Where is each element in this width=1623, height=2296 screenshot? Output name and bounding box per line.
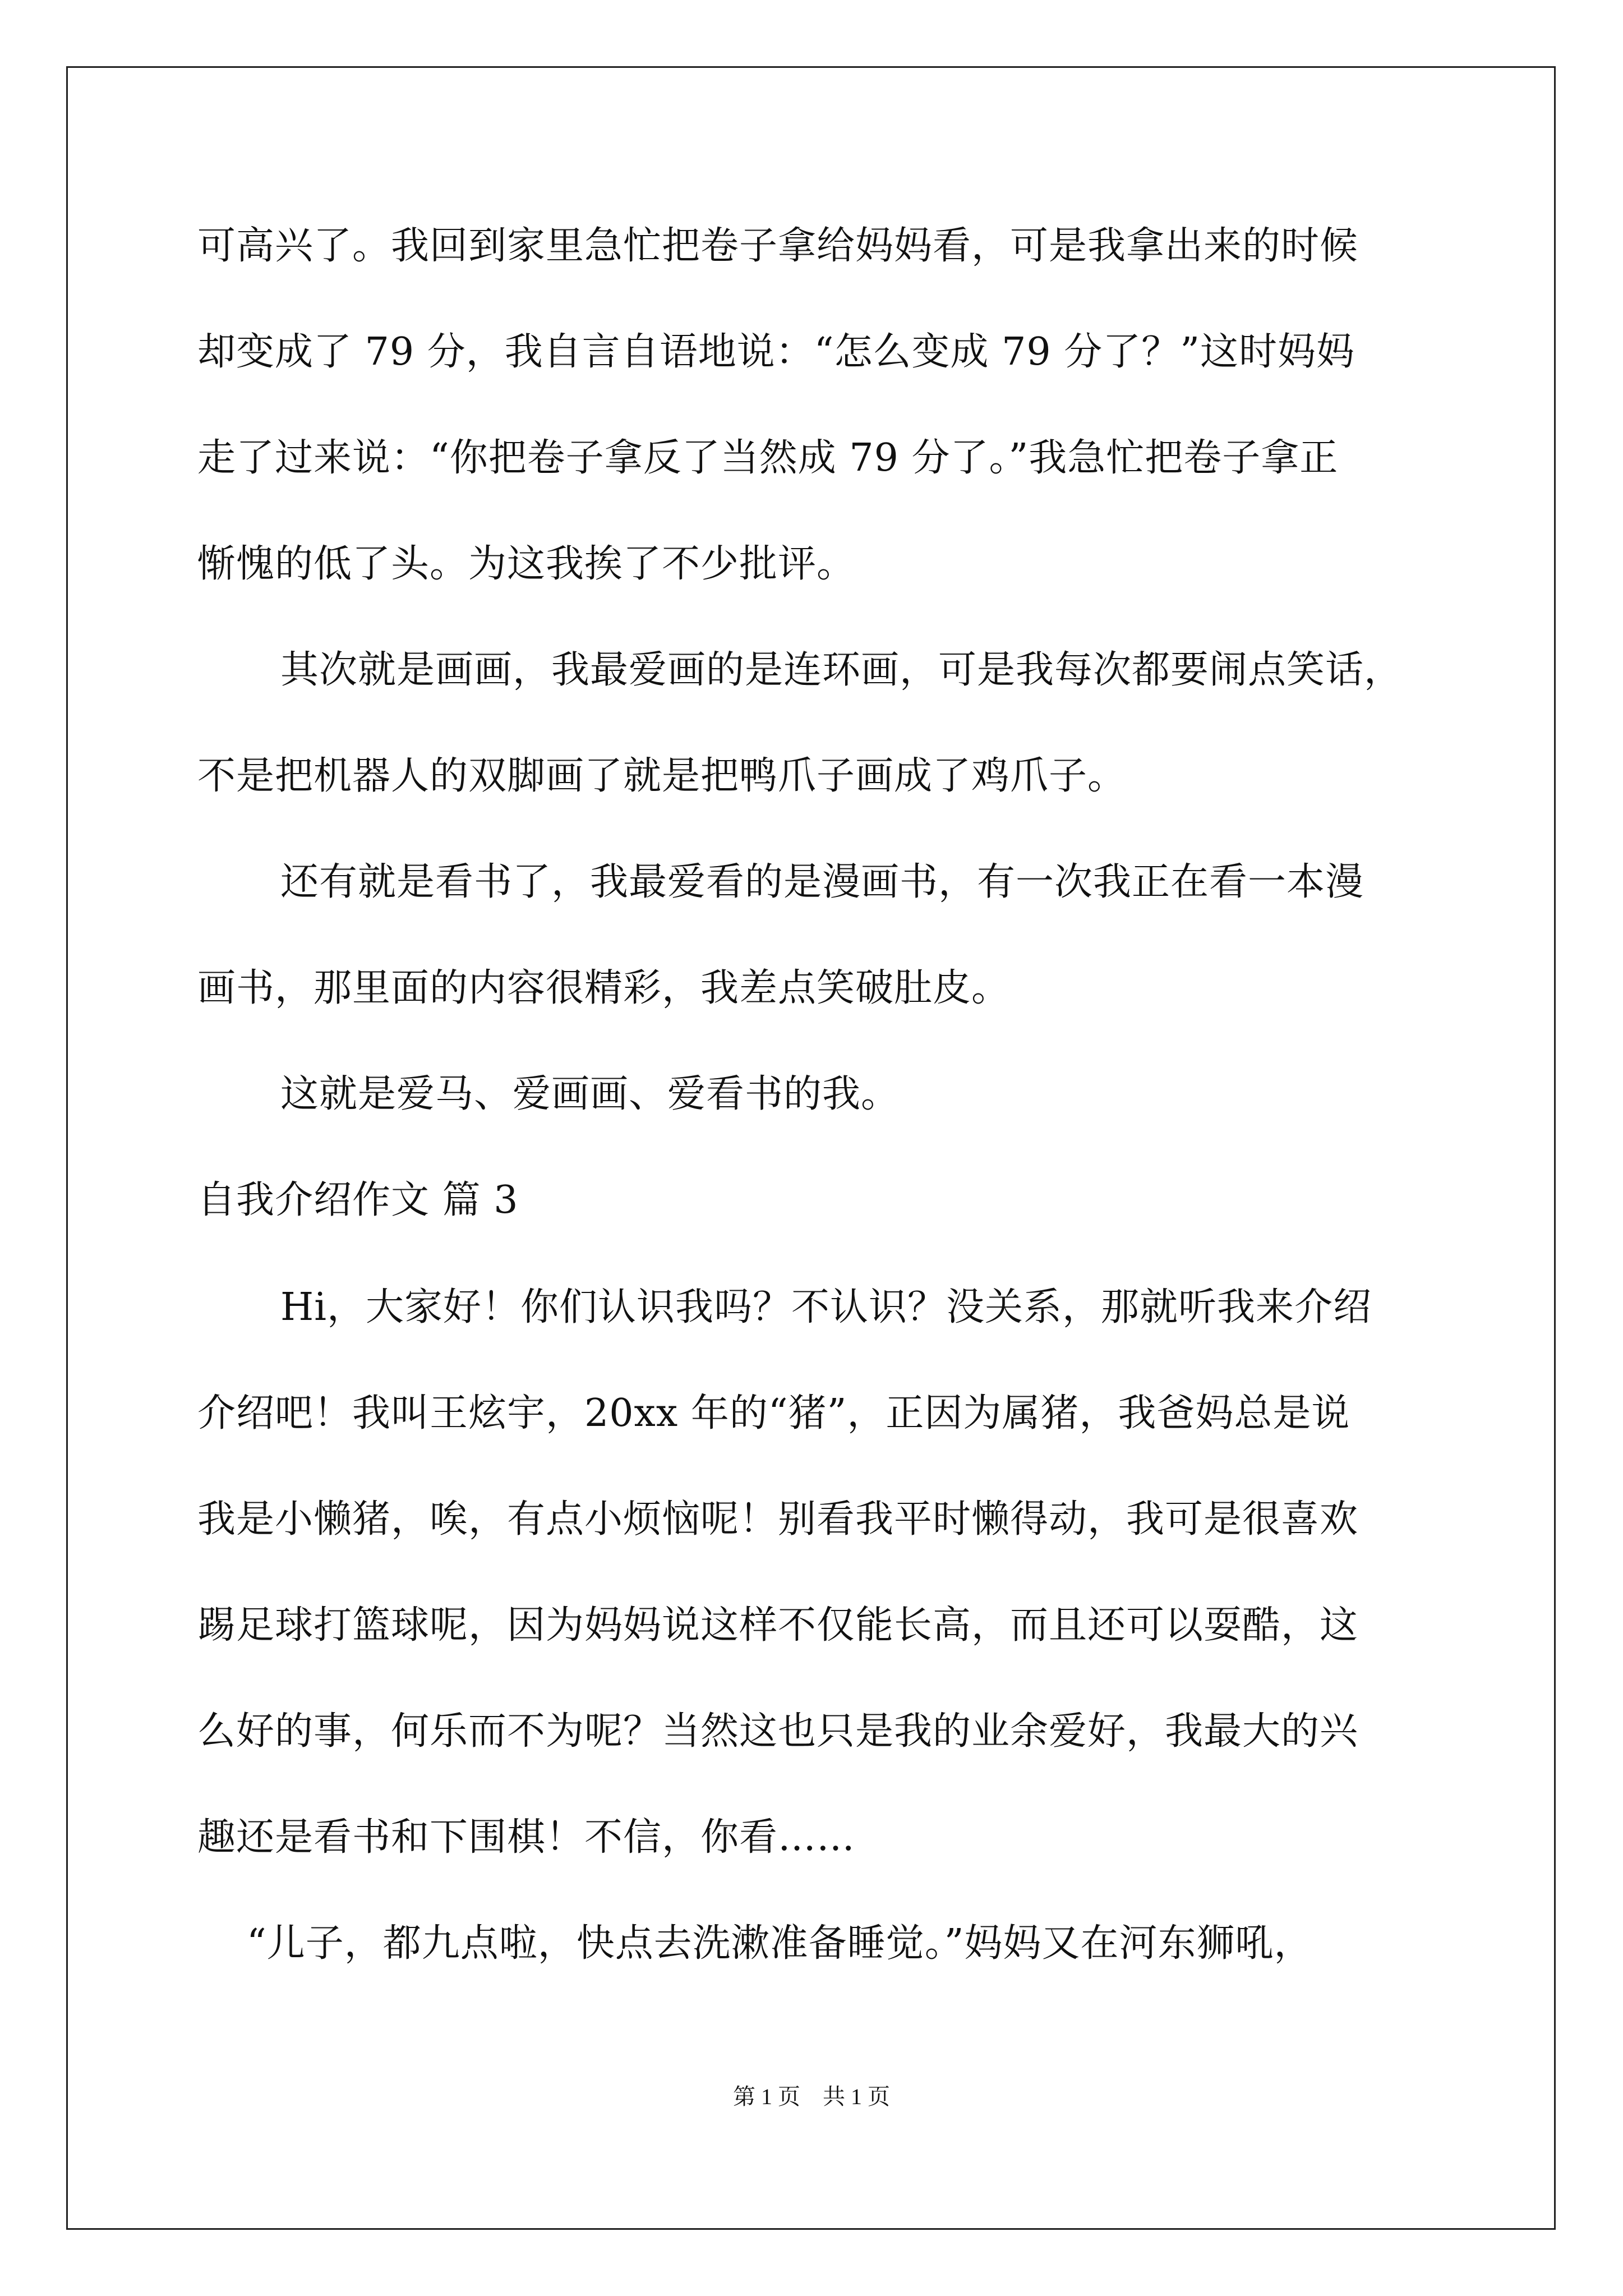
- paragraph-line: “儿子，都九点啦，快点去洗漱准备睡觉。”妈妈又在河东狮吼，: [247, 1921, 1313, 1966]
- paragraph-line: 却变成了 79 分，我自言自语地说：“怎么变成 79 分了？”这时妈妈: [197, 330, 1355, 374]
- paragraph-line: 么好的事，何乐而不为呢？当然这也只是我的业余爱好，我最大的兴: [197, 1709, 1359, 1754]
- paragraph-line: 可高兴了。我回到家里急忙把卷子拿给妈妈看，可是我拿出来的时候: [197, 224, 1359, 268]
- paragraph-line: 走了过来说：“你把卷子拿反了当然成 79 分了。”我急忙把卷子拿正: [197, 436, 1339, 480]
- paragraph-line: 趣还是看书和下围棋！不信，你看……: [197, 1815, 856, 1860]
- paragraph-line: 还有就是看书了，我最爱看的是漫画书，有一次我正在看一本漫: [280, 860, 1364, 904]
- paragraph-line: Hi，大家好！你们认识我吗？不认识？没关系，那就听我来介绍: [280, 1285, 1372, 1329]
- paragraph-line: 这就是爱马、爱画画、爱看书的我。: [280, 1072, 900, 1116]
- paragraph-line: 惭愧的低了头。为这我挨了不少批评。: [197, 542, 856, 586]
- page-footer: [0, 2086, 1623, 2108]
- paragraph-line: 踢足球打篮球呢，因为妈妈说这样不仅能长高，而且还可以耍酷，这: [197, 1603, 1359, 1648]
- paragraph-line: 画书，那里面的内容很精彩，我差点笑破肚皮。: [197, 966, 1011, 1010]
- paragraph-line: 介绍吧！我叫王炫宇，20xx 年的“猪”，正因为属猪，我爸妈总是说: [197, 1391, 1350, 1435]
- paragraph-line: 我是小懒猪，唉，有点小烦恼呢！别看我平时懒得动，我可是很喜欢: [197, 1497, 1359, 1542]
- page-border: [66, 66, 1556, 2230]
- page-number: 第 1 页: [733, 2084, 800, 2109]
- paragraph-line: 其次就是画画，我最爱画的是连环画，可是我每次都要闹点笑话，: [280, 648, 1403, 692]
- total-pages: 共 1 页: [823, 2084, 890, 2109]
- paragraph-line: 不是把机器人的双脚画了就是把鸭爪子画成了鸡爪子。: [197, 754, 1127, 798]
- section-heading: 自我介绍作文 篇 3: [197, 1178, 519, 1222]
